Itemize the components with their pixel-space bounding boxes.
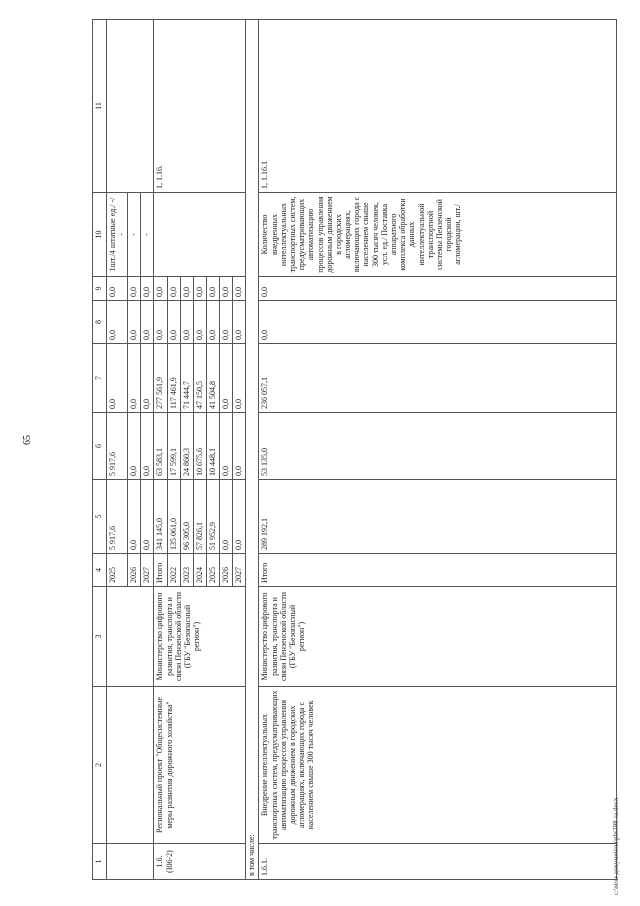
value-cell: 10 448,1 [206, 413, 219, 479]
years-list [154, 554, 245, 586]
value-cell: 96 305,0 [180, 480, 193, 553]
col-8-header: 8 [93, 301, 107, 344]
including-row [246, 20, 259, 880]
row-number: 1.6.1. [259, 844, 617, 880]
value-cell: 0,0 [180, 277, 193, 300]
row-name: Региональный проект "Общесистемные меры развития дорожного хозяйства" [154, 687, 246, 844]
value-cell: 0,0 [193, 301, 206, 343]
col6-values [154, 413, 245, 479]
value-cell: 57 826,1 [193, 480, 206, 553]
indicator-cell: - [128, 193, 141, 277]
year-cell: 2022 [167, 554, 180, 586]
value-cell: 47 150,5 [193, 344, 206, 412]
row-executor: Министерство цифрового развития, транспорта и связи Пензенской области (ГБУ "Безопасный регион") [259, 587, 617, 687]
program-table [92, 19, 617, 880]
header-row [93, 20, 107, 880]
value-cell: 0,0 [128, 277, 141, 301]
year-cell: 2024 [193, 554, 206, 586]
col-10-header: 10 [93, 193, 107, 277]
value-cell: 236 057,1 [259, 344, 617, 413]
year-cell: Итого [154, 554, 167, 586]
value-cell: 0,0 [193, 277, 206, 300]
year-cell: Итого [259, 554, 617, 587]
value-cell: 0,0 [220, 344, 233, 412]
value-cell: 0,0 [141, 277, 154, 301]
value-cell: 0,0 [220, 413, 233, 479]
including-label: в том числе: [246, 20, 259, 880]
value-cell: 41 504,8 [206, 344, 219, 412]
value-cell: 0,0 [154, 277, 167, 300]
rotated-table-wrapper [92, 20, 617, 880]
table-row-1-6-1 [259, 20, 617, 880]
year-cell: 2023 [180, 554, 193, 586]
row-name: Внедрение интеллектуальных транспортных систем, предусматривающих автоматизацию процессов управления дорожным движением в городских агломерациях, включающих города с населением свыше 300 тысяч человек [259, 687, 617, 844]
year-cell: 2026 [128, 554, 141, 587]
value-cell: 0,0 [107, 301, 128, 344]
col11-cell: 1, 1.16. [154, 20, 246, 193]
col-5-header: 5 [93, 480, 107, 554]
value-cell: 0,0 [141, 344, 154, 413]
table-row [107, 20, 128, 880]
indicator-cell [154, 193, 246, 277]
row-executor: Министерство цифрового развития, транспорта и связи Пензенской области (ГБУ "Безопасный регион") [154, 587, 246, 687]
col-2-header: 2 [93, 687, 107, 844]
value-cell: 0,0 [234, 466, 244, 476]
col-7-header: 7 [93, 344, 107, 413]
value-cell: 53 135,0 [259, 413, 617, 480]
col-11-header: 11 [93, 20, 107, 193]
value-cell: 0,0 [141, 480, 154, 554]
value-cell: 0,0 [234, 287, 244, 297]
value-cell: 0,0 [180, 301, 193, 343]
value-cell: 0,0 [128, 480, 141, 554]
page-number: 65 [22, 435, 33, 445]
value-cell: 0,0 [259, 277, 617, 301]
value-cell: 71 444,7 [180, 344, 193, 412]
value-cell: 24 860,3 [180, 413, 193, 479]
value-cell: 0,0 [206, 277, 219, 300]
value-cell: 341 145,0 [154, 480, 167, 553]
year-cell: 2027 [234, 567, 244, 583]
value-cell: 0,0 [141, 413, 154, 480]
value-cell: 0,0 [128, 344, 141, 413]
col8-values [154, 301, 245, 343]
year-cell: 2026 [220, 554, 233, 586]
indicator-cell: Количество внедренных интеллектуальных транспортных систем, предусматривающих автоматизацию процессов управления дорожным движением в городских агломерациях, включающих города с населением свыше 300 тысяч человек, усл. ед./ Поставка аппаратного комплекса обработки данных интеллектуальной транспортной системы Пензенской городской агломерации, шт./ [259, 193, 617, 277]
value-cell: 0,0 [167, 301, 180, 343]
value-cell: 0,0 [206, 301, 219, 343]
col-4-header: 4 [93, 554, 107, 587]
year-cell: 2025 [206, 554, 219, 586]
value-cell: 5 917,6 [107, 413, 128, 480]
value-cell: 277 561,9 [154, 344, 167, 412]
value-cell: 0,0 [107, 344, 128, 413]
col9-values [154, 277, 245, 300]
value-cell: 117 461,9 [167, 344, 180, 412]
value-cell: 0,0 [128, 413, 141, 480]
col11-cell [107, 20, 154, 193]
value-cell: 0,0 [107, 277, 128, 301]
year-cell: 2025 [107, 554, 128, 587]
col-9-header: 9 [93, 277, 107, 301]
value-cell: 10 675,6 [193, 413, 206, 479]
value-cell: 0,0 [234, 540, 244, 550]
value-cell: 63 583,1 [154, 413, 167, 479]
value-cell: 0,0 [234, 330, 244, 340]
indicator-cell: 1шт./4 штатные ед./ -/ - [107, 193, 128, 277]
value-cell: 289 192,1 [259, 480, 617, 554]
value-cell: 0,0 [167, 277, 180, 300]
value-cell: 0,0 [220, 480, 233, 553]
value-cell: 0,0 [220, 301, 233, 343]
indicator-cell: - [141, 193, 154, 277]
file-path-footer: c:\мои документы\pbt398-ia.docx [612, 797, 620, 895]
value-cell: 0,0 [259, 301, 617, 344]
value-cell: 0,0 [234, 399, 244, 409]
value-cell: 0,0 [154, 301, 167, 343]
row-number: 1.6. (I06-2) [154, 844, 246, 880]
value-cell: 5 917,6 [107, 480, 128, 554]
value-cell: 51 952,9 [206, 480, 219, 553]
table-row-1-6 [154, 20, 246, 880]
value-cell: 0,0 [220, 277, 233, 300]
value-cell: 135 061,0 [167, 480, 180, 553]
col-3-header: 3 [93, 587, 107, 687]
value-cell: 0,0 [128, 301, 141, 344]
year-cell: 2027 [141, 554, 154, 587]
col11-cell: 1, 1.16.1 [259, 20, 617, 193]
col-1-header: 1 [93, 844, 107, 880]
value-cell: 0,0 [141, 301, 154, 344]
col7-values [154, 344, 245, 412]
col5-values [154, 480, 245, 553]
value-cell: 17 599,1 [167, 413, 180, 479]
col-6-header: 6 [93, 413, 107, 480]
